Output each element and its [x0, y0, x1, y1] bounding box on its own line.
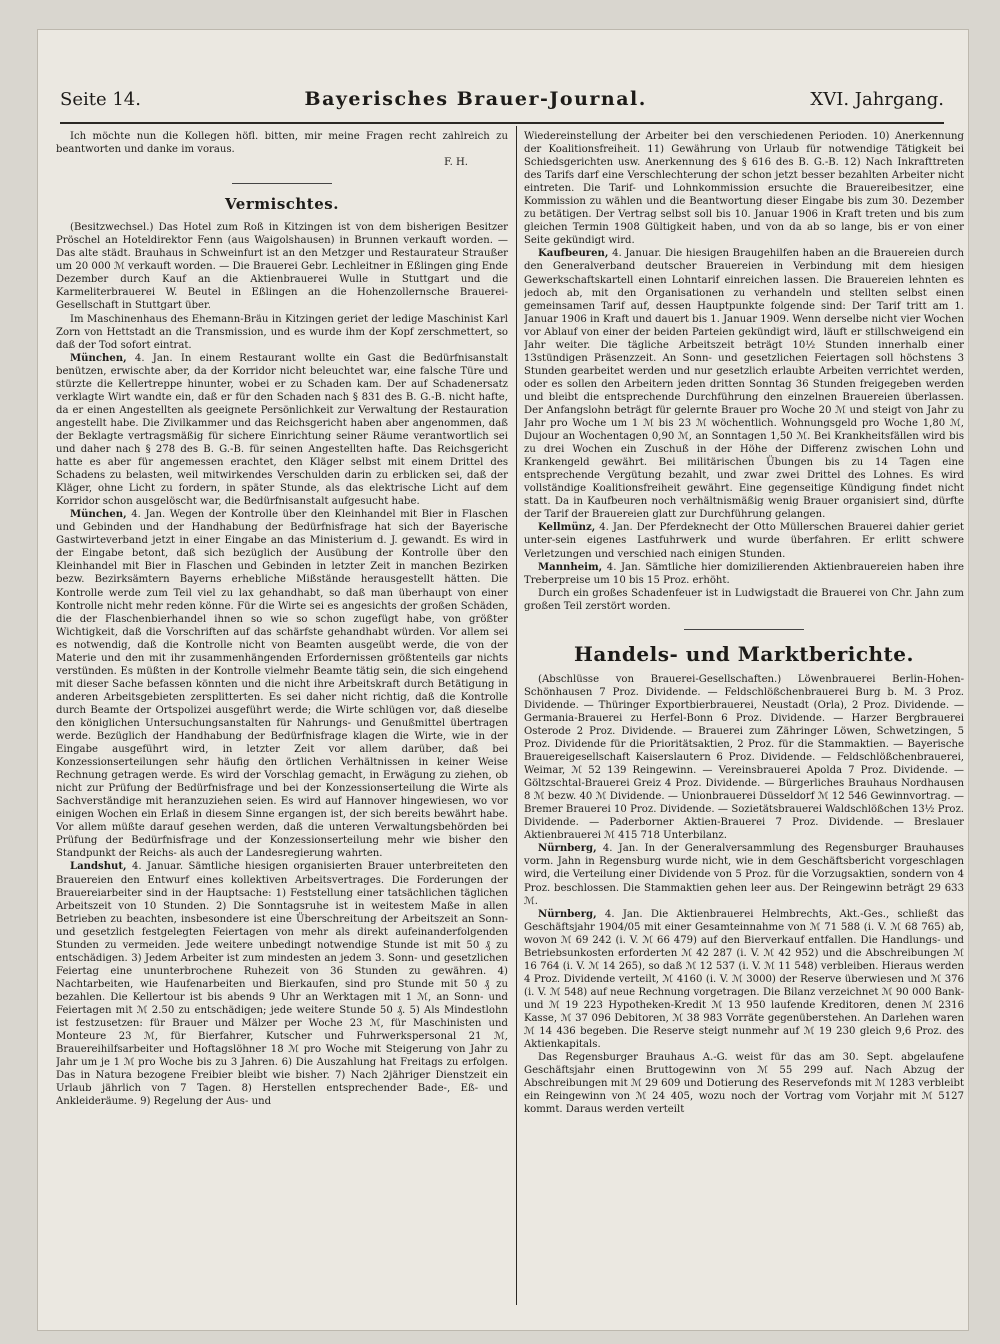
section-title-handelsberichte: Handels- und Marktberichte. — [574, 641, 914, 666]
section-title-vermischtes: Vermischtes. — [225, 195, 339, 214]
section-divider — [232, 183, 332, 184]
article-paragraph — [56, 508, 508, 860]
dateline-place: Kaufbeuren, — [538, 248, 609, 260]
article-text: 4. Jan. Der Pferdeknecht der Otto Müllerschen Brauerei dahier geriet unter-sein eigenes Lastfuhrwerk und wurde überfahren. Er erlitt schwere Verletzungen und verschied nach einigen Stunden. — [524, 522, 964, 560]
article-text: 4. Jan. Wegen der Kontrolle über den Kleinhandel mit Bier in Flaschen und Gebinden und der Handhabung der Bedürfnisfrage hat sich der Bayerische Gastwirteverband jetzt in einer Eingabe an das Ministerium d. J. gewandt. Es wird in der Eingabe betont, daß sich bezüglich der Ausübung der Kontrolle über den Kleinhandel mit Bier in Flaschen und Gebinden in letzter Zeit in manchen Bezirken bezw. Bezirksämtern Bayerns erhebliche Mißstände herausgestellt hätten. Die Kontrolle werde zum Teil viel zu lax gehandhabt, so daß man überhaupt von einer Kontrolle nicht mehr reden könne. Für die Wirte sei es angesichts der großen Schäden, die der Flaschenbierhandel ihnen so wie so schon zugefügt habe, von größter Wichtigkeit, daß die Vorschriften auf das schärfste gehandhabt würden. Vor allem sei es notwendig, daß die Kontrolle nicht von Beamten ausgeübt werde, die von der Materie und den mit ihr zusammenhängenden Erfordernissen größtenteils gar nichts verstünden. Es müßten in der Kontrolle vielmehr Beamte tätig sein, die sich eingehend mit dieser Sache befassen könnten und die nicht ihre Arbeitskraft durch Betätigung in anderen Arbeitsgebieten zersplitterten. Es sei daher nicht richtig, daß die Kontrolle durch Beamte der Ortspolizei ausgeführt werde; die Wirte schlügen vor, daß dieselbe den königlichen Untersuchungsanstalten für Nahrungs- und Genußmittel übertragen werde. Bezüglich der Handhabung der Bedürfnisfrage klagen die Wirte, wie in der Eingabe ausgeführt wird, in letzter Zeit vor allem darüber, daß bei Konzessionserteilungen sehr häufig den örtlichen Verhältnissen in keiner Weise Rechnung getragen werde. Es wird der Vorschlag gemacht, in Erwägung zu ziehen, ob nicht zur Prüfung der Bedürfnisfrage und bei der Konzessionserteilung die Wirte als Sachverständige mit heranzuziehen seien. Es wird auf Hannover hingewiesen, wo vor einigen Wochen ein Erlaß in diesem Sinne ergangen ist, der sich bereits bewährt habe. Vor allem müßte darauf gesehen werden, daß die unteren Verwaltungsbehörden bei Prüfung der Bedürfnisfrage und der Konzessionserteilung mehr wie bisher den Standpunkt der Reichs- als auch der Landesregierung wahrten. — [56, 509, 508, 860]
journal-title: Bayerisches Brauer-Journal. — [304, 88, 647, 110]
article-paragraph — [524, 247, 964, 521]
article-paragraph — [524, 908, 964, 1052]
article-text: 4. Januar. Die hiesigen Braugehilfen haben an die Brauereien durch den Generalverband deutscher Brauereien in Verbindung mit dem hiesigen Gewerkschaftskartell einen Lohntarif einreichen lassen. Die Brauereien lehnten es jedoch ab, mit den Organisationen zu verhandeln und stellten selbst einen gemeinsamen Tarif auf, dessen Hauptpunkte folgende sind: Der Tarif tritt am 1. Januar 1906 in Kraft und dauert bis 1. Januar 1909. Wenn derselbe nicht vier Wochen vor Ablauf von einer der beiden Parteien gekündigt wird, läuft er stillschweigend ein Jahr weiter. Die tägliche Arbeitszeit beträgt 10½ Stunden innerhalb einer 13stündigen Präsenzzeit. An Sonn- und gesetzlichen Feiertagen soll höchstens 3 Stunden gearbeitet werden und nur gesetzlich erlaubte Arbeiten verrichtet werden, oder es sollen den Arbeitern jeden dritten Sonntag 36 Stunden freigegeben werden und bleibt die entsprechende Durchführung den einzelnen Brauereien überlassen. Der Anfangslohn beträgt für gelernte Brauer pro Woche 20 ℳ und steigt von Jahr zu Jahr pro Woche um 1 ℳ bis 23 ℳ wöchentlich. Wohnungsgeld pro Woche 1,80 ℳ, Dujour an Wochentagen 0,90 ℳ, an Sonntagen 1,50 ℳ. Bei Krankheitsfällen wird bis zu drei Wochen ein Zuschuß in der Höhe der Differenz zwischen Lohn und Krankengeld gewährt. Bei militärischen Übungen bis zu 14 Tagen eine entsprechende Vergütung bezahlt, und zwar zwei Drittel des Lohnes. Es wird vollständige Koalitionsfreiheit gewährt. Eine gegenseitige Kündigung findet nicht statt. Da in Kaufbeuren noch verhältnismäßig wenig Brauer organisiert sind, dürfte der Tarif der Brauereien glatt zur Durchführung gelangen. — [524, 248, 964, 521]
article-paragraph: (Abschlüsse von Brauerei-Gesellschaften.) Löwenbrauerei Berlin-Hohen-Schönhausen 7 Proz. Dividende. — Feldschlößchenbrauerei Burg b. M. 3 Proz. Dividende. — Thüringer Exportbierbrauerei, Neustadt (Orla), 2 Proz. Dividende. — Germania-Brauerei zu Herfel-Bonn 6 Proz. Dividende. — Harzer Bergbrauerei Osterode 2 Proz. Dividende. — Brauerei zum Zähringer Löwen, Schwetzingen, 5 Proz. Dividende für die Prioritätsaktien, 2 Proz. für die Stammaktien. — Bayerische Brauereigesellschaft Kaiserslautern 6 Proz. Dividende. — Feldschlößchenbrauerei, Weimar, ℳ 52 139 Reingewinn. — Vereinsbrauerei Apolda 7 Proz. Dividende. — Göltzschtal-Brauerei Greiz 4 Proz. Dividende. — Bürgerliches Brauhaus Nordhausen 8 ℳ bezw. 40 ℳ Dividende. — Unionbrauerei Düsseldorf ℳ 12 546 Gewinnvortrag. — Bremer Brauerei 10 Proz. Dividende. — Sozietätsbrauerei Waldschlößchen 13½ Proz. Dividende. — Paderborner Aktien-Brauerei 7 Proz. Dividende. — Breslauer Aktienbrauerei ℳ 415 718 Unterbilanz. — [524, 673, 964, 842]
article-paragraph — [56, 352, 508, 509]
article-paragraph: (Besitzwechsel.) Das Hotel zum Roß in Kitzingen ist von dem bisherigen Besitzer Pröschel an Hoteldirektor Fenn (aus Waigolshausen) in Brunnen verkauft worden. — Das alte städt. Brauhaus in Schweinfurt ist an den Metzger und Restaurateur Straußer um 20 000 ℳ verkauft worden. — Die Brauerei Gebr. Lechleitner in Eßlingen ging Ende Dezember durch Kauf an die Aktienbrauerei Wulle in Stuttgart und die Karmeliterbrauerei W. Beutel in Eßlingen an die Hohenzollernsche Brauerei-Gesellschaft in Stuttgart über. — [56, 222, 508, 312]
article-paragraph: Wiedereinstellung der Arbeiter bei den verschiedenen Perioden. 10) Anerkennung der Koalitionsfreiheit. 11) Gewährung von Urlaub für notwendige Tätigkeit bei Schiedsgerichten usw. Anerkennung des § 616 des B. G.-B. 12) Nach Inkrafttreten des Tarifs darf eine Verschlechterung der schon jetzt besser bezahlten Arbeiter nicht eintreten. Die Tarif- und Lohnkommission ersuchte die Brauereibesitzer, eine Kommission zu wählen und die Beantwortung dieser Eingabe bis zum 30. Dezember zu betätigen. Der Vertrag selbst soll bis 10. Januar 1906 in Kraft treten und bis zum gleichen Termin 1908 Gültigkeit haben, und von da ab so lange, bis er von einer Seite gekündigt wird. — [524, 131, 964, 247]
column-divider — [516, 126, 517, 1305]
article-paragraph: Das Regensburger Brauhaus A.-G. weist für das am 30. Sept. abgelaufene Geschäftsjahr einen Bruttogewinn von ℳ 55 299 auf. Nach Abzug der Abschreibungen mit ℳ 29 609 und Dotierung des Reservefonds mit ℳ 1283 verbleibt ein Reingewinn von ℳ 24 405, wozu noch der Vortrag vom Vorjahr mit ℳ 5127 kommt. Daraus werden verteilt — [524, 1052, 964, 1116]
newspaper-page — [38, 30, 968, 1330]
page-number: Seite 14. — [60, 89, 141, 110]
article-text: 4. Jan. Die Aktienbrauerei Helmbrechts, Akt.-Ges., schließt das Geschäftsjahr 1904/05 mit einer Gesamteinnahme von ℳ 71 588 (i. V. ℳ 68 765) ab, wovon ℳ 69 242 (i. V. ℳ 66 479) auf den Bierverkauf entfallen. Die Handlungs- und Betriebsunkosten erforderten ℳ 42 287 (i. V. ℳ 42 952) und die Abschreibungen ℳ 16 764 (i. V. ℳ 14 265), so daß ℳ 12 537 (i. V. ℳ 11 548) verbleiben. Hieraus werden 4 Proz. Dividende verteilt, ℳ 4160 (i. V. ℳ 3000) der Reserve überwiesen und ℳ 376 (i. V. ℳ 548) auf neue Rechnung vorgetragen. Die Bilanz verzeichnet ℳ 90 000 Bank- und ℳ 19 223 Hypotheken-Kredit ℳ 13 950 laufende Kreditoren, denen ℳ 2316 Kasse, ℳ 37 096 Debitoren, ℳ 38 983 Vorräte gegenüberstehen. An Darlehen waren ℳ 14 436 begeben. Die Reserve steigt nunmehr auf ℳ 19 230 gleich 9,6 Proz. des Aktienkapitals. — [524, 908, 964, 1051]
article-paragraph — [56, 860, 508, 1108]
article-paragraph — [524, 521, 964, 560]
dateline-place: Landshut, — [70, 861, 127, 873]
intro-paragraph: Ich möchte nun die Kollegen höfl. bitten, mir meine Fragen recht zahlreich zu beantworten und danke im voraus. — [56, 131, 508, 156]
article-paragraph — [524, 842, 964, 907]
dateline-place: Nürnberg, — [538, 908, 597, 920]
dateline-place: München, — [70, 509, 127, 521]
article-text: 4. Januar. Sämtliche hiesigen organisierten Brauer unterbreiteten den Brauereien den Entwurf eines kollektiven Arbeitsvertrages. Die Forderungen der Brauereiarbeiter sind in der Hauptsache: 1) Feststellung einer tatsächlichen täglichen Arbeitszeit von 10 Stunden. 2) Die Sonntagsruhe ist in weitestem Maße in allen Betrieben zu beachten, insbesondere ist eine Überschreitung der Arbeitszeit an Sonn- und gesetzlich festgelegten Feiertagen von mehr als direkt aufeinanderfolgenden Stunden zu vermeiden. Jede weitere unbedingt notwendige Stunde ist mit 50 ₰ zu entschädigen. 3) Jedem Arbeiter ist zum mindesten an jedem 3. Sonn- und gesetzlichen Feiertag eine ununterbrochene Ruhezeit von 36 Stunden zu gewähren. 4) Nachtarbeiten, wie Haufenarbeiten und Bierkaufen, sind pro Stunde mit 50 ₰ zu bezahlen. Die Kellertour ist bis abends 9 Uhr an Werktagen mit 1 ℳ, an Sonn- und Feiertagen mit ℳ 2.50 zu entschädigen; jede weitere Stunde 50 ₰. 5) Als Mindestlohn ist festzusetzen: für Brauer und Mälzer per Woche 23 ℳ, für Maschinisten und Monteure 23 ℳ, für Bierfahrer, Kutscher und Fuhrwerkspersonal 21 ℳ, Brauereihilfsarbeiter und Hoftagslöhner 18 ℳ pro Woche mit Steigerung von Jahr zu Jahr um je 1 ℳ pro Woche bis zu 3 Jahren. 6) Die Auszahlung hat Freitags zu erfolgen. Das in Natura bezogene Freibier bleibt wie bisher. 7) Nach 2jähriger Dienstzeit ein Urlaub jährlich von 7 Tagen. 8) Herstellen entsprechender Bade-, Eß- und Ankleideräume. 9) Regelung der Aus- und — [56, 861, 508, 1108]
article-paragraph: Durch ein großes Schadenfeuer ist in Ludwigstadt die Brauerei von Chr. Jahn zum großen Teil zerstört worden. — [524, 587, 964, 612]
page-header — [60, 70, 944, 110]
volume-label: XVI. Jahrgang. — [810, 89, 944, 110]
article-paragraph — [524, 561, 964, 587]
article-text: 4. Jan. In der Generalversammlung des Regensburger Brauhauses vorm. Jahn in Regensburg wurde nicht, wie in dem Geschäftsbericht vorgeschlagen wird, die Verteilung einer Dividende von 5 Proz. für die Vorzugsaktien, sondern von 4 Proz. beschlossen. Die Stammaktien gehen leer aus. Der Reingewinn beträgt 29 633 ℳ. — [524, 843, 964, 907]
intro-signature: F. H. — [444, 157, 468, 169]
left-column — [56, 130, 508, 1305]
section-divider — [684, 629, 804, 630]
article-text: 4. Jan. In einem Restaurant wollte ein Gast die Bedürfnisanstalt benützen, erwischte aber, da der Korridor nicht beleuchtet war, eine falsche Türe und stürzte die Kellertreppe hinunter, wobei er zu Schaden kam. Der auf Schadenersatz verklagte Wirt wandte ein, daß er für den Schaden nach § 831 des B. G.-B. nicht hafte, da er einen Angestellten als geeignete Persönlichkeit zur Verwaltung der Restauration angestellt habe. Die Zivilkammer und das Reichsgericht haben aber angenommen, daß der Beklagte vertragsmäßig für sichere Einrichtung seiner Räume verantwortlich sei und daher nach § 278 des B. G.-B. für seinen Angestellten hafte. Das Reichsgericht hatte es aber für angemessen erachtet, den Kläger selbst mit einem Drittel des Schadens zu belasten, weil mitwirkendes Verschulden darin zu erblicken sei, daß der Kläger, ohne Licht zu fordern, in später Stunde, als das elektrische Licht auf dem Korridor schon ausgelöscht war, die Bedürfnisanstalt aufgesucht habe. — [56, 352, 508, 508]
right-column — [524, 130, 964, 1305]
dateline-place: Kellmünz, — [538, 522, 596, 534]
dateline-place: Nürnberg, — [538, 843, 597, 855]
header-rule — [60, 122, 944, 124]
article-text: 4. Jan. Sämtliche hier domizilierenden Aktienbrauereien haben ihre Treberpreise um 10 bis 15 Proz. erhöht. — [524, 561, 964, 586]
article-paragraph: Im Maschinenhaus des Ehemann-Bräu in Kitzingen geriet der ledige Maschinist Karl Zorn von Hettstadt an die Transmission, und es wurde ihm der Kopf zerschmettert, so daß der Tod sofort eintrat. — [56, 313, 508, 351]
dateline-place: München, — [70, 352, 127, 364]
dateline-place: Mannheim, — [538, 561, 603, 573]
